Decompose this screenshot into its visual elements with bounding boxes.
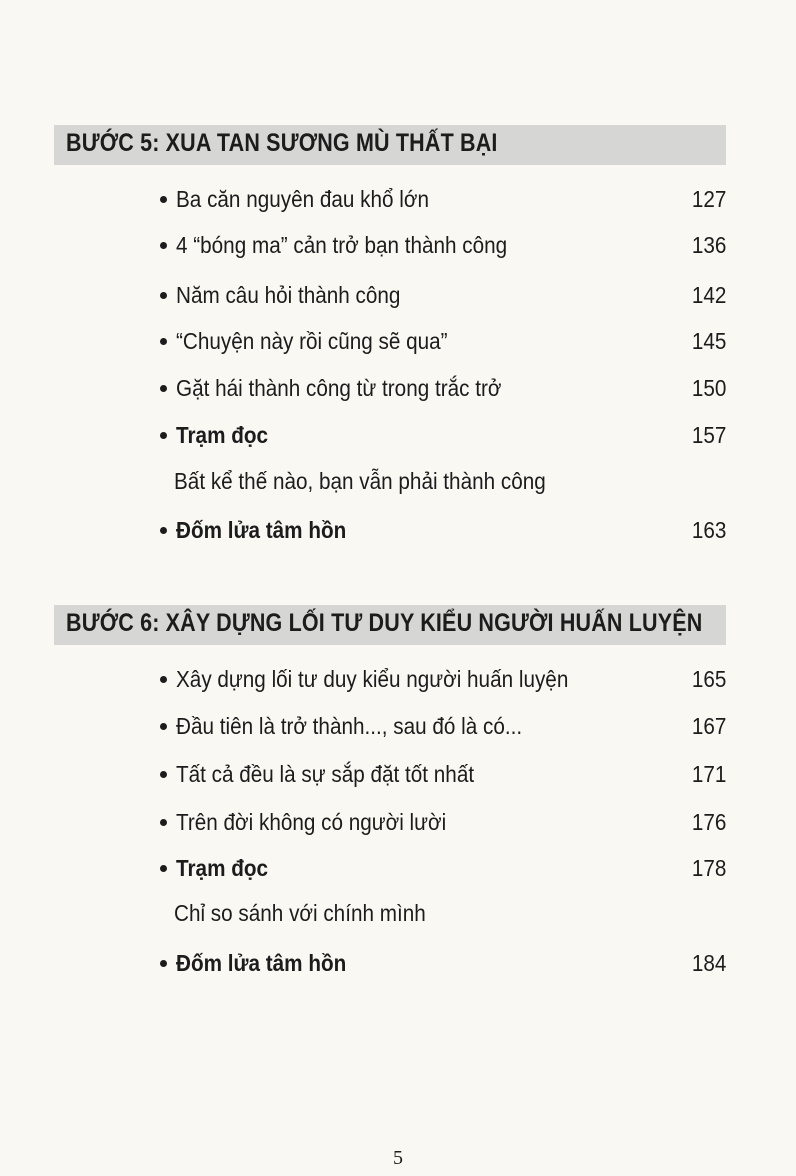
toc-entry[interactable] [160, 230, 726, 262]
section-title: BƯỚC 5: XUA TAN SƯƠNG MÙ THẤT BẠI [66, 129, 498, 157]
toc-entry-label: Tất cả đều là sự sắp đặt tốt nhất [176, 761, 475, 787]
bullet-icon [160, 432, 167, 439]
bullet-icon [160, 676, 167, 683]
toc-entry[interactable] [160, 664, 726, 696]
toc-entry[interactable] [160, 711, 726, 743]
toc-entry-label: Trên đời không có người lười [176, 809, 447, 835]
toc-entry-label: Trạm đọc [176, 422, 269, 448]
section-header-step-5 [54, 125, 726, 165]
toc-entry-page: 145 [691, 328, 726, 354]
toc-entry-page: 171 [691, 761, 726, 787]
toc-entry-page: 150 [691, 375, 726, 401]
toc-entry-page: 136 [691, 232, 726, 258]
bullet-icon [160, 242, 167, 249]
toc-entry-label: Trạm đọc [176, 855, 269, 881]
bullet-icon [160, 292, 167, 299]
toc-entry-label: Đầu tiên là trở thành..., sau đó là có... [176, 713, 523, 739]
toc-entry-page: 167 [691, 713, 726, 739]
toc-entry-page: 178 [691, 855, 726, 881]
page-number: 5 [393, 1147, 403, 1169]
toc-entry-page: 142 [691, 282, 726, 308]
toc-entry-page: 176 [691, 809, 726, 835]
bullet-icon [160, 960, 167, 967]
section-title: BƯỚC 6: XÂY DỰNG LỐI TƯ DUY KIỂU NGƯỜI HUẤN LUYỆN [66, 609, 703, 637]
toc-entry-label: 4 “bóng ma” cản trở bạn thành công [176, 232, 508, 258]
toc-entry[interactable] [160, 373, 726, 405]
toc-entry-page: 184 [691, 950, 726, 976]
toc-entry-bold[interactable] [160, 420, 726, 452]
bullet-icon [160, 865, 167, 872]
toc-entry-label: Ba căn nguyên đau khổ lớn [176, 186, 429, 212]
toc-entry-bold[interactable] [160, 853, 726, 885]
toc-entry-label: “Chuyện này rồi cũng sẽ qua” [176, 328, 448, 354]
bullet-icon [160, 196, 167, 203]
toc-entry-page: 157 [691, 422, 726, 448]
toc-entry-page: 163 [691, 517, 726, 543]
toc-entry[interactable] [160, 759, 726, 791]
bullet-icon [160, 771, 167, 778]
bullet-icon [160, 338, 167, 345]
toc-entry-label: Năm câu hỏi thành công [176, 282, 401, 308]
toc-subtitle: Chỉ so sánh với chính mình [174, 900, 426, 926]
bullet-icon [160, 527, 167, 534]
toc-subtitle: Bất kể thế nào, bạn vẫn phải thành công [174, 468, 546, 494]
toc-entry-label: Xây dựng lối tư duy kiểu người huấn luyện [176, 666, 569, 692]
toc-entry-page: 165 [691, 666, 726, 692]
toc-entry-bold[interactable] [160, 515, 726, 547]
bullet-icon [160, 723, 167, 730]
toc-entry-label: Đốm lửa tâm hồn [176, 517, 347, 543]
section-header-step-6 [54, 605, 726, 645]
toc-entry[interactable] [160, 807, 726, 839]
toc-entry-bold[interactable] [160, 948, 726, 980]
toc-entry[interactable] [160, 280, 726, 312]
bullet-icon [160, 385, 167, 392]
toc-entry[interactable] [160, 326, 726, 358]
toc-entry[interactable] [160, 184, 726, 216]
toc-entry-label: Đốm lửa tâm hồn [176, 950, 347, 976]
toc-entry-page: 127 [691, 186, 726, 212]
toc-entry-label: Gặt hái thành công từ trong trắc trở [176, 375, 502, 401]
bullet-icon [160, 819, 167, 826]
